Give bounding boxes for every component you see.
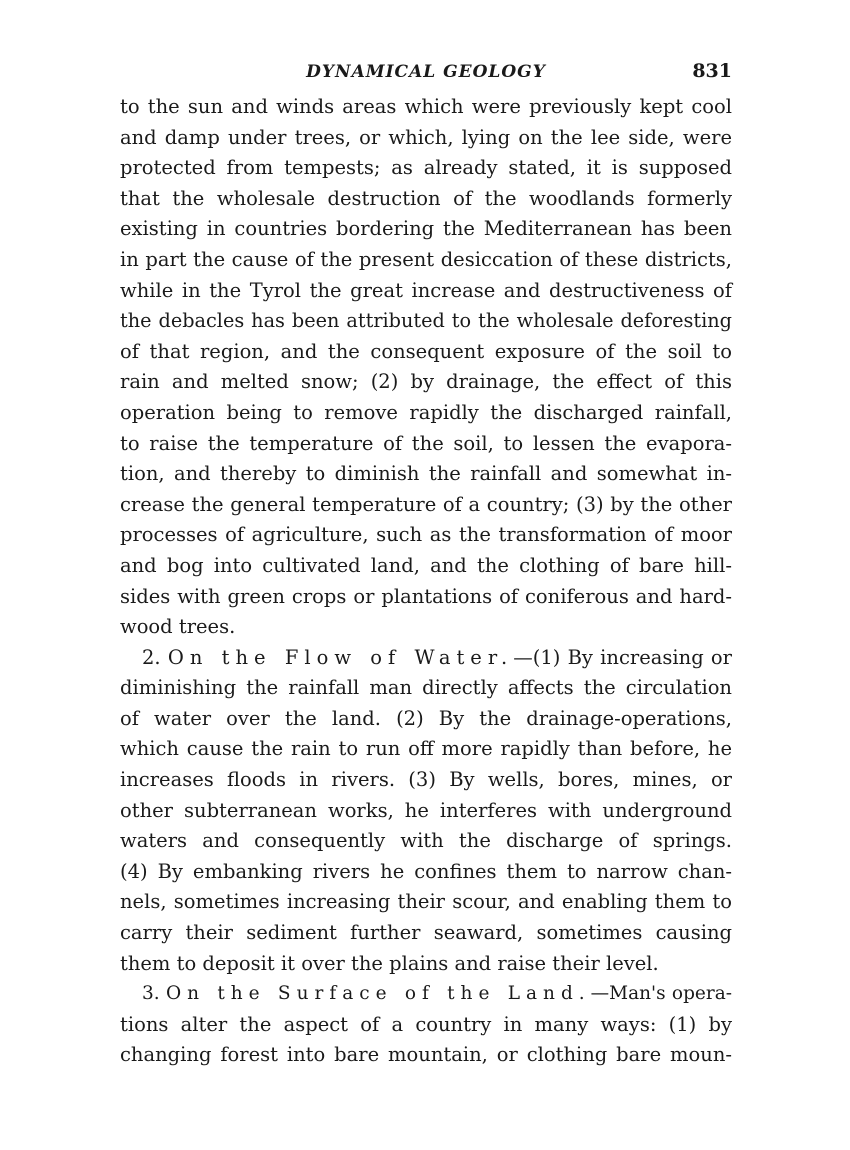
text-line: waters and consequently with the discharge of springs. (120, 829, 732, 853)
section-number: 3. (142, 983, 160, 1005)
text-line: rain and melted snow; (2) by drainage, the effect of this (120, 370, 732, 394)
text-line: sides with green crops or plantations of coniferous and hard- (120, 584, 732, 608)
text-line: protected from tempests; as already stated, it is supposed (120, 156, 732, 180)
text-line: of water over the land. (2) By the drainage-operations, (120, 706, 732, 730)
text-line: existing in countries bordering the Mediterranean has been (120, 217, 732, 241)
text-line: in part the cause of the present desiccation of these districts, (120, 247, 732, 271)
page-number: 831 (692, 60, 732, 82)
text-run: —Man's opera- (590, 983, 732, 1005)
section-heading: On the Flow of Water. (167, 645, 514, 669)
section-heading-line (120, 979, 732, 1010)
text-line: processes of agriculture, such as the transformation of moor (120, 523, 732, 547)
text-line: while in the Tyrol the great increase and destructiveness of (120, 278, 732, 302)
text-run: —(1) By increasing or (513, 645, 732, 669)
text-line: carry their sediment further seaward, sometimes causing (120, 921, 732, 945)
text-line: that the wholesale destruction of the woodlands formerly (120, 186, 732, 210)
paragraph-2 (120, 643, 732, 980)
text-line: changing forest into bare mountain, or clothing bare moun- (120, 1043, 732, 1067)
text-line: diminishing the rainfall man directly affects the circulation (120, 676, 732, 700)
section-heading-line (120, 643, 732, 674)
text-line: tion, and thereby to diminish the rainfall and somewhat in- (120, 462, 732, 486)
running-head (120, 58, 732, 92)
text-line: wood trees. (120, 615, 236, 639)
text-line: crease the general temperature of a country; (3) by the other (120, 492, 732, 516)
text-line: nels, sometimes increasing their scour, and enabling them to (120, 890, 732, 914)
text-line: the debacles has been attributed to the wholesale deforesting (120, 309, 732, 333)
text-line: to raise the temperature of the soil, to lessen the evapora- (120, 431, 732, 455)
section-heading: On the Surface of the Land. (165, 983, 591, 1005)
book-page (120, 58, 732, 1071)
text-line: operation being to remove rapidly the discharged rainfall, (120, 400, 732, 424)
text-line: and bog into cultivated land, and the clothing of bare hill- (120, 553, 732, 577)
text-line: other subterranean works, he interferes with underground (120, 798, 732, 822)
text-line: (4) By embanking rivers he confines them to narrow chan- (120, 859, 732, 883)
running-head-title: DYNAMICAL GEOLOGY (306, 62, 546, 82)
text-line: of that region, and the consequent exposure of the soil to (120, 339, 732, 363)
text-line: tions alter the aspect of a country in many ways: (1) by (120, 1012, 732, 1036)
text-line: increases floods in rivers. (3) By wells, bores, mines, or (120, 768, 732, 792)
text-line: and damp under trees, or which, lying on the lee side, were (120, 125, 732, 149)
text-line: to the sun and winds areas which were previously kept cool (120, 95, 732, 118)
section-number: 2. (142, 645, 161, 669)
paragraph-1 (120, 92, 732, 643)
paragraph-3 (120, 979, 732, 1071)
text-line: them to deposit it over the plains and raise their level. (120, 951, 659, 975)
text-line: which cause the rain to run off more rapidly than before, he (120, 737, 732, 761)
